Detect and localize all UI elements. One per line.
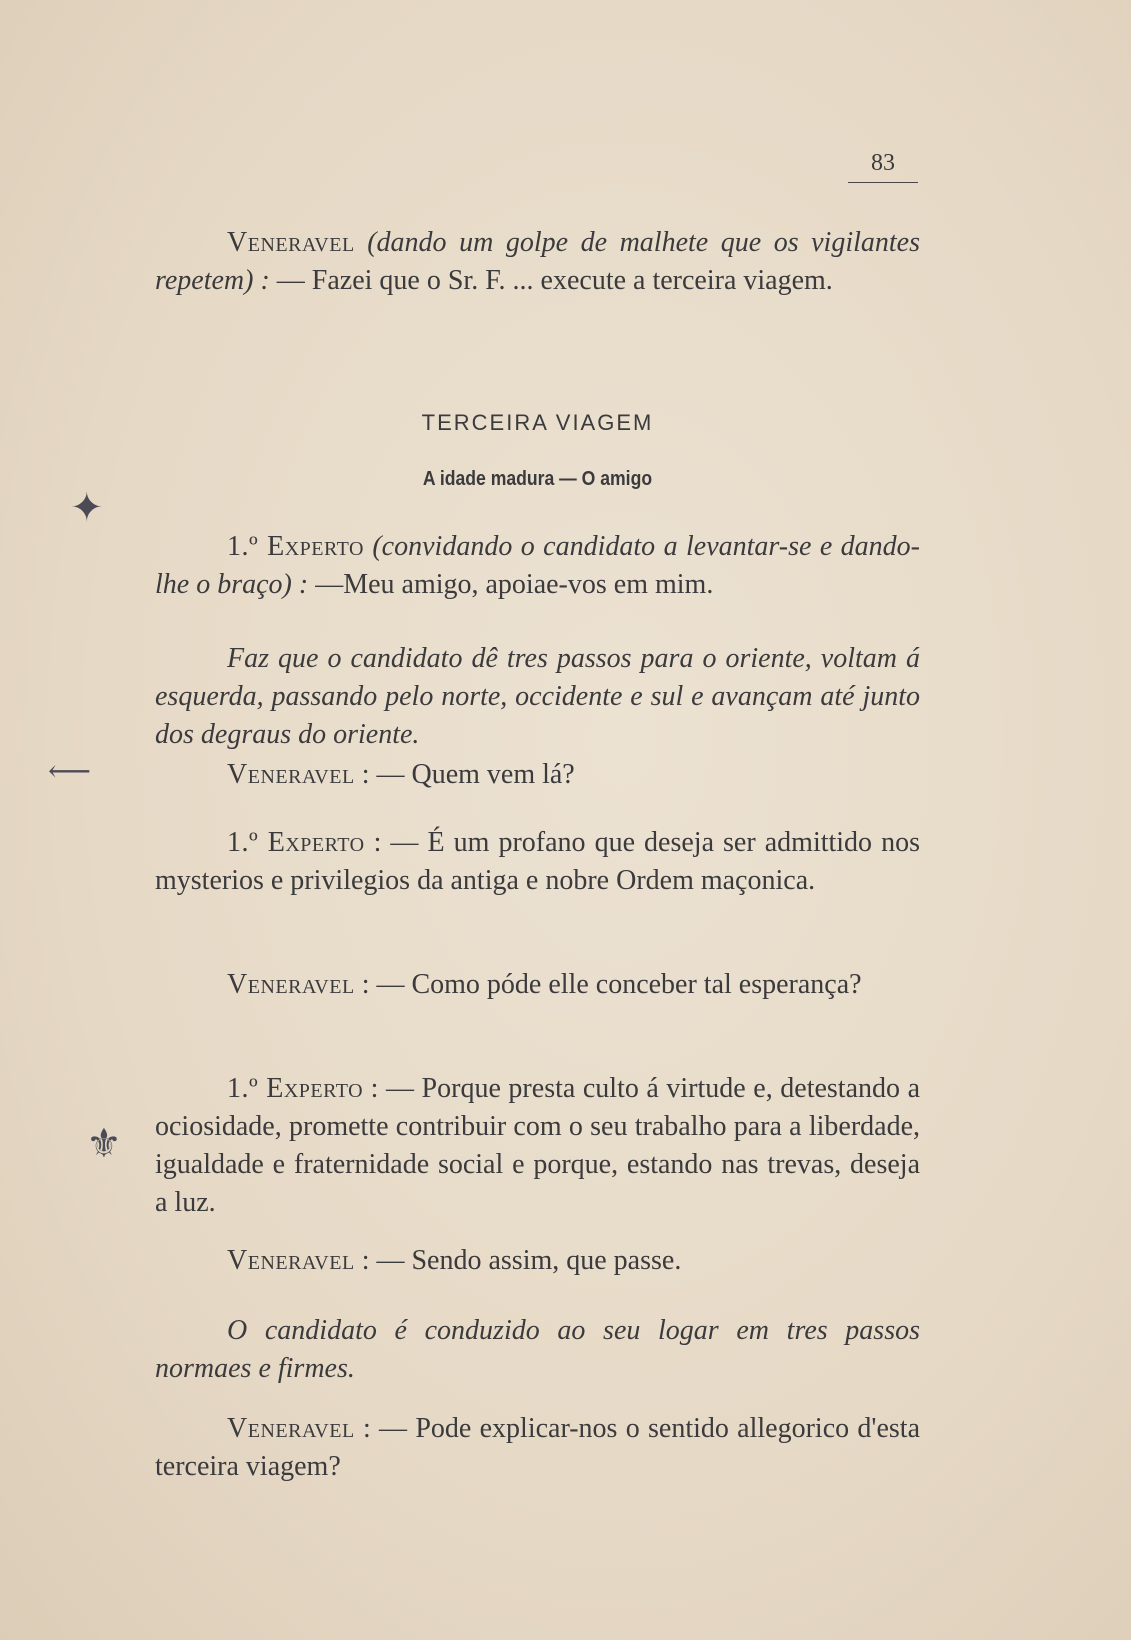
margin-mark-arrow-icon: ⟵ [48, 755, 92, 788]
paragraph-veneravel-hope [155, 966, 920, 1004]
stage-direction: (dando um golpe de malhete que os vigilantes repetem) : [155, 227, 921, 296]
speech-text: : — Como póde elle conceber tal esperança? [354, 969, 862, 1000]
section-subheading: A idade madura — O amigo [422, 468, 653, 490]
paragraph-experto-invite [155, 528, 920, 604]
speech-text: : — Sendo assim, que passe. [354, 1245, 682, 1276]
stage-direction: (convidando o candidato a levantar-se e dando-lhe o braço) : [155, 531, 920, 600]
paragraph-veneravel-question [155, 756, 920, 794]
paragraph-veneravel-intro [155, 224, 920, 300]
speech-text: : — Quem vem lá? [354, 759, 575, 790]
section-heading: TERCEIRA VIAGEM [421, 410, 654, 435]
paragraph-experto-virtue [155, 1070, 920, 1222]
speaker-name: 1.º Experto [227, 531, 364, 562]
speech-text: : — É um profano que deseja ser admittido nos mysterios e privilegios da antiga e nobre Ordem maçonica. [155, 827, 920, 896]
speaker-name: Veneravel [227, 1413, 355, 1444]
page-number-rule [848, 182, 918, 183]
speaker-name: Veneravel [227, 969, 355, 1000]
speaker-name: Veneravel [227, 1245, 355, 1276]
paragraph-veneravel-pass [155, 1242, 920, 1280]
margin-mark-star-icon: ✦ [70, 485, 104, 530]
paragraph-experto-answer [155, 824, 920, 900]
speech-text: — Fazei que o Sr. F. ... execute a terceira viagem. [269, 265, 833, 296]
paragraph-stage-direction-walk: Faz que o candidato dê tres passos para o oriente, voltam á esquerda, passando pelo norte, occidente e sul e avançam até junto dos degraus do oriente. [155, 643, 920, 750]
margin-mark-fleur-icon: ⚜ [86, 1121, 122, 1166]
paragraph-stage-direction-seat: O candidato é conduzido ao seu logar em tres passos normaes e firmes. [155, 1315, 920, 1384]
speech-text: —Meu amigo, apoiae-vos em mim. [308, 569, 714, 600]
speaker-name: Veneravel [227, 759, 355, 790]
speech-text: : — Pode explicar-nos o sentido allegorico d'esta terceira viagem? [155, 1413, 920, 1482]
speaker-name: Veneravel [227, 227, 355, 258]
page-number: 83 [871, 150, 895, 176]
paragraph-veneravel-allegory [155, 1410, 920, 1486]
speaker-name: 1.º Experto [227, 827, 365, 858]
speaker-name: 1.º Experto [227, 1073, 364, 1104]
speech-text: : — Porque presta culto á virtude e, detestando a ociosidade, promette contribuir com o seu trabalho para a liberdade, igualdade e fraternidade social e porque, estando nas trevas, deseja a luz. [155, 1073, 920, 1218]
